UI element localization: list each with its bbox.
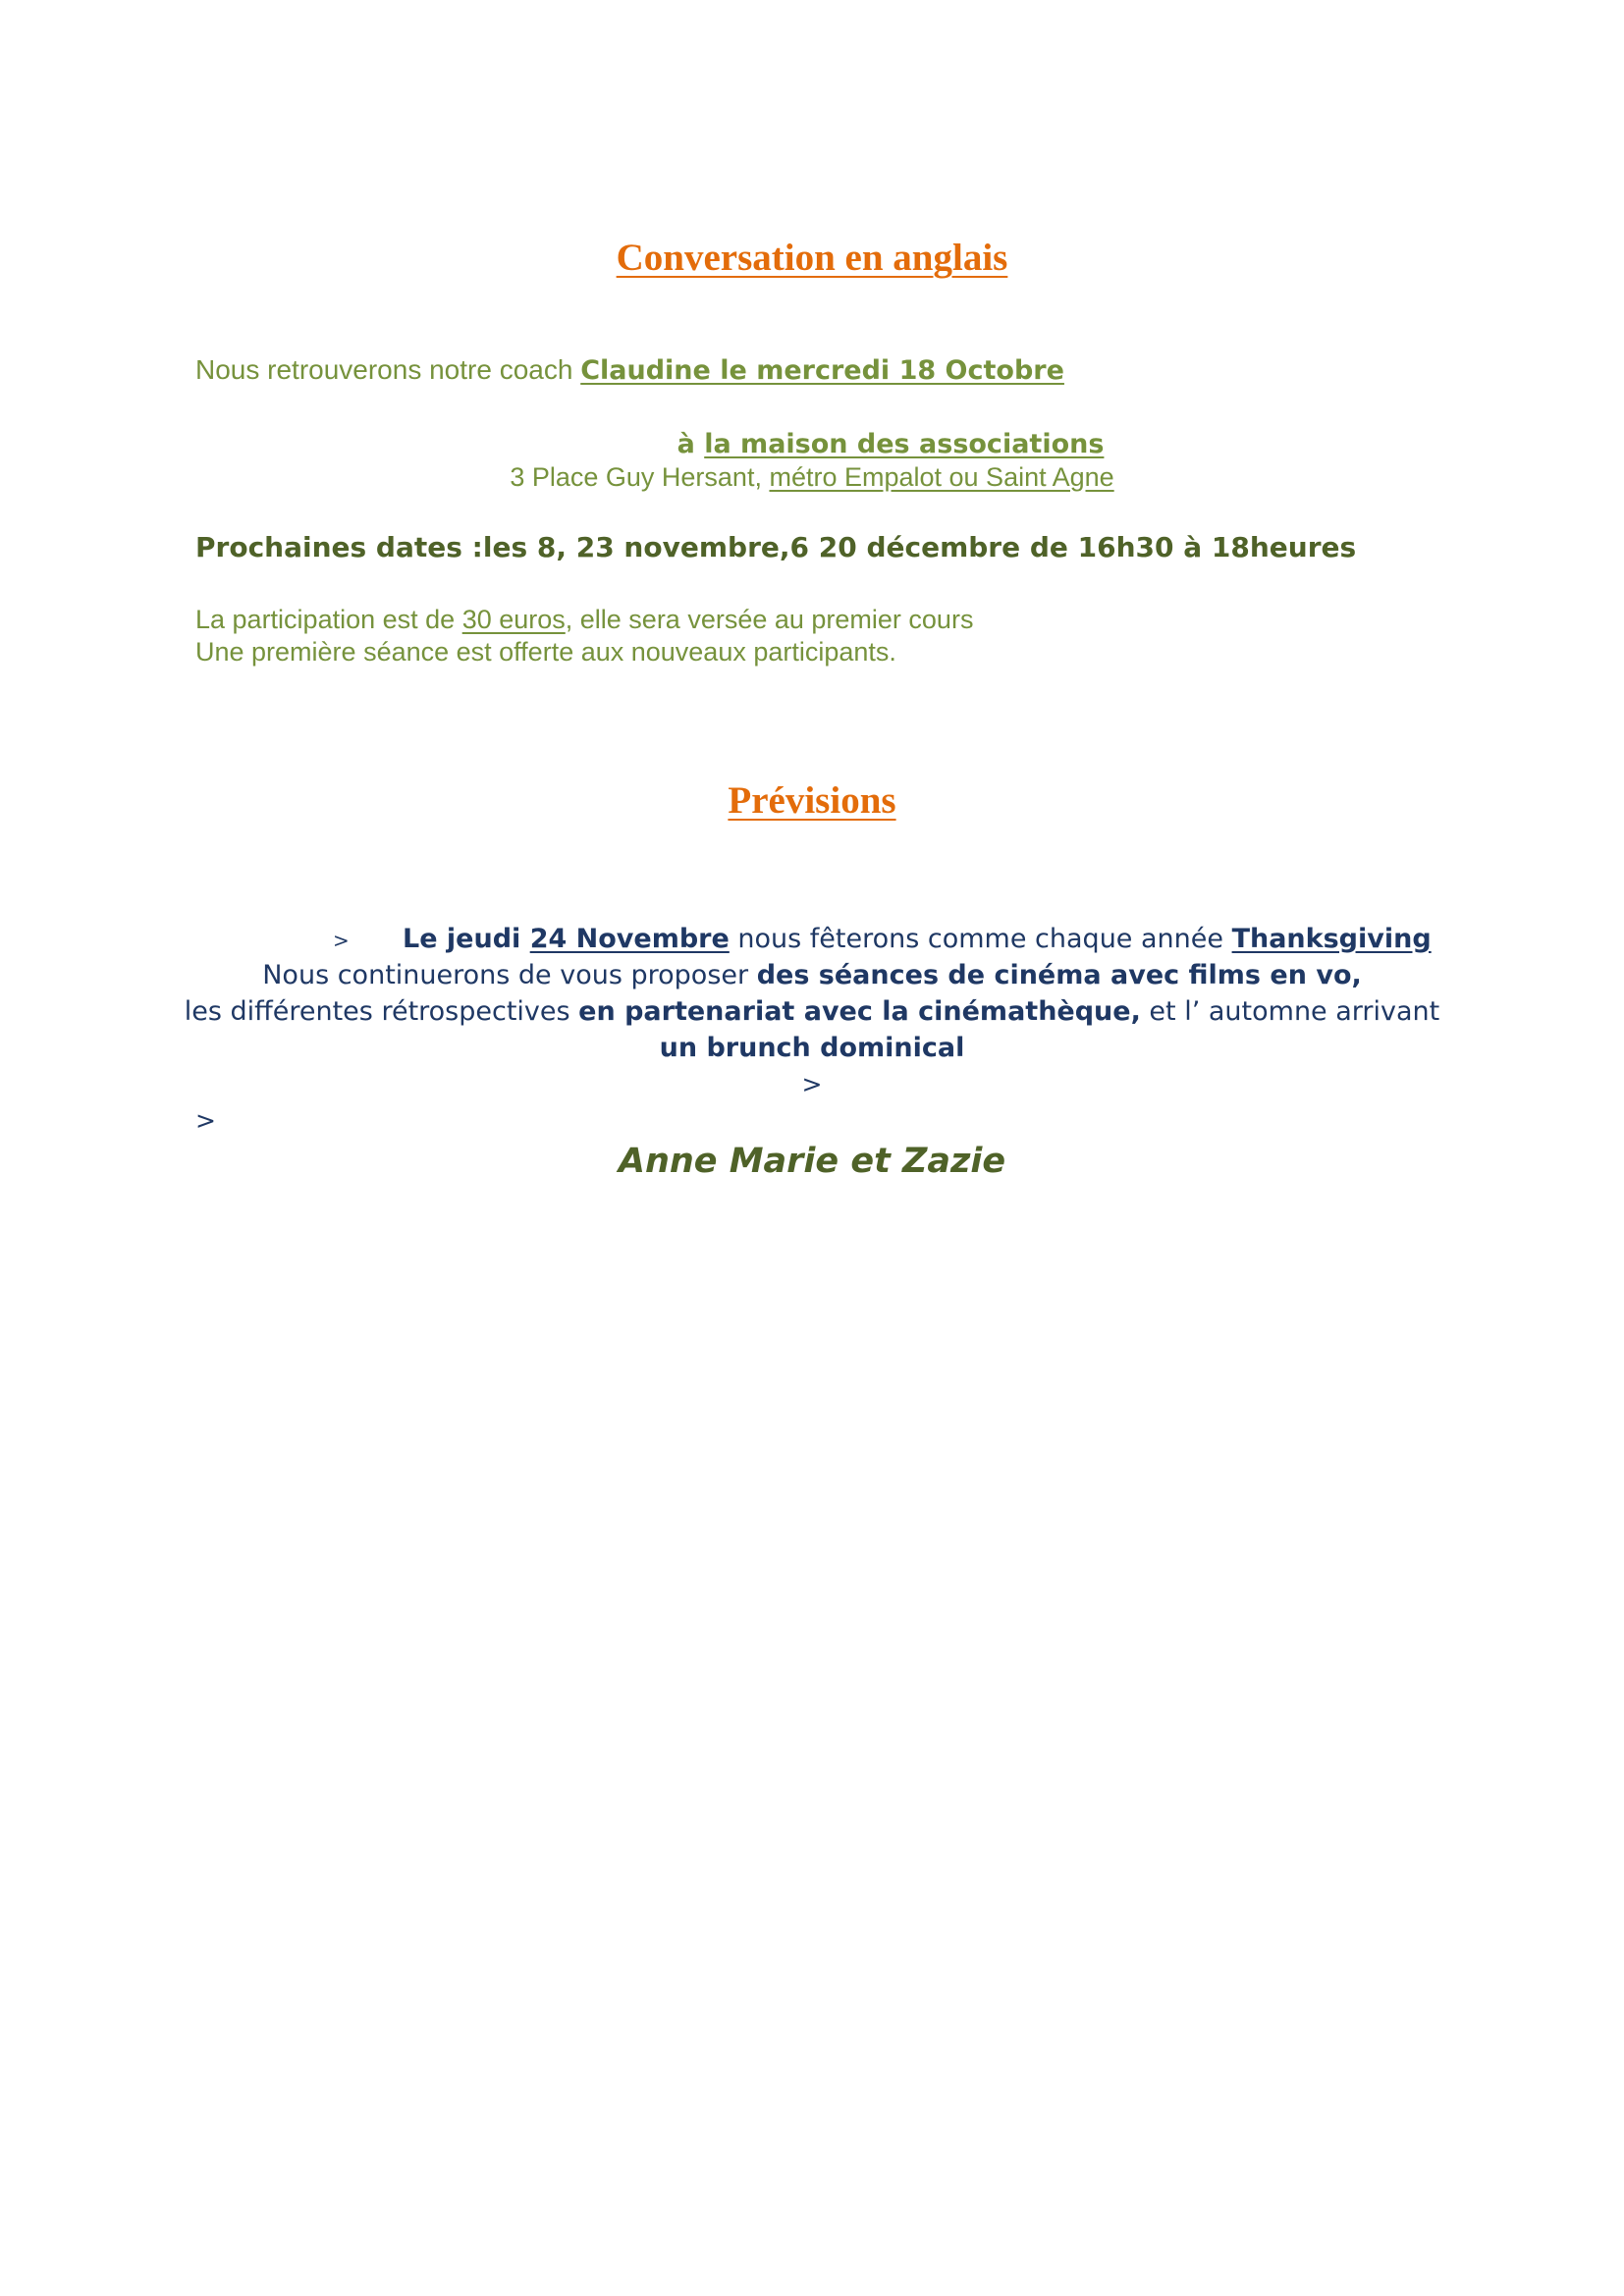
signature: Anne Marie et Zazie (618, 1142, 1006, 1181)
thanksgiving-event: Thanksgiving (1231, 924, 1432, 954)
thanksgiving-date: 24 Novembre (529, 924, 730, 954)
address-line (0, 462, 1624, 493)
venue-name: la maison des associations (704, 429, 1105, 459)
thanksgiving-middle: nous fêterons comme chaque année (729, 924, 1232, 954)
thanksgiving-prefix: Le jeudi (403, 924, 530, 954)
next-dates: Prochaines dates :les 8, 23 novembre,6 20 décembre de 16h30 à 18heures (195, 531, 1357, 563)
cinema-prefix: Nous continuerons de vous proposer (262, 960, 757, 990)
coach-line-prefix: Nous retrouverons notre coach (195, 354, 581, 385)
participation-suffix: , elle sera versée au premier cours (565, 605, 974, 634)
thanksgiving-line (403, 924, 1432, 954)
address-prefix: 3 Place Guy Hersant, (510, 462, 770, 492)
brunch-line: un brunch dominical (659, 1033, 965, 1063)
coach-line (195, 354, 1064, 386)
venue-line (0, 428, 1624, 459)
participation-prefix: La participation est de (195, 605, 462, 634)
first-session-line: Une première séance est offerte aux nouveaux participants. (195, 637, 896, 667)
participation-amount: 30 euros (461, 605, 566, 634)
bullet-marker: > (333, 929, 350, 952)
coach-date-highlight: Claudine le mercredi 18 Octobre (580, 355, 1064, 386)
venue-prefix: à (677, 429, 705, 459)
retrospective-prefix: les différentes rétrospectives (184, 996, 579, 1027)
section-title-previsions (0, 778, 1624, 823)
retrospective-bold: en partenariat avec la cinémathèque, (578, 996, 1141, 1027)
section-title-conversation (0, 236, 1624, 280)
metro-link: métro Empalot ou Saint Agne (769, 462, 1114, 492)
section-title-text: Conversation en anglais (616, 237, 1008, 279)
retrospective-line (0, 996, 1624, 1027)
participation-line (195, 605, 973, 635)
cinema-line (0, 960, 1624, 990)
cinema-bold: des séances de cinéma avec films en vo, (756, 960, 1362, 990)
center-marker: > (801, 1070, 823, 1098)
section-title-text: Prévisions (728, 779, 896, 822)
left-marker: > (195, 1106, 216, 1135)
retrospective-suffix: et l’ automne arrivant (1140, 996, 1440, 1027)
